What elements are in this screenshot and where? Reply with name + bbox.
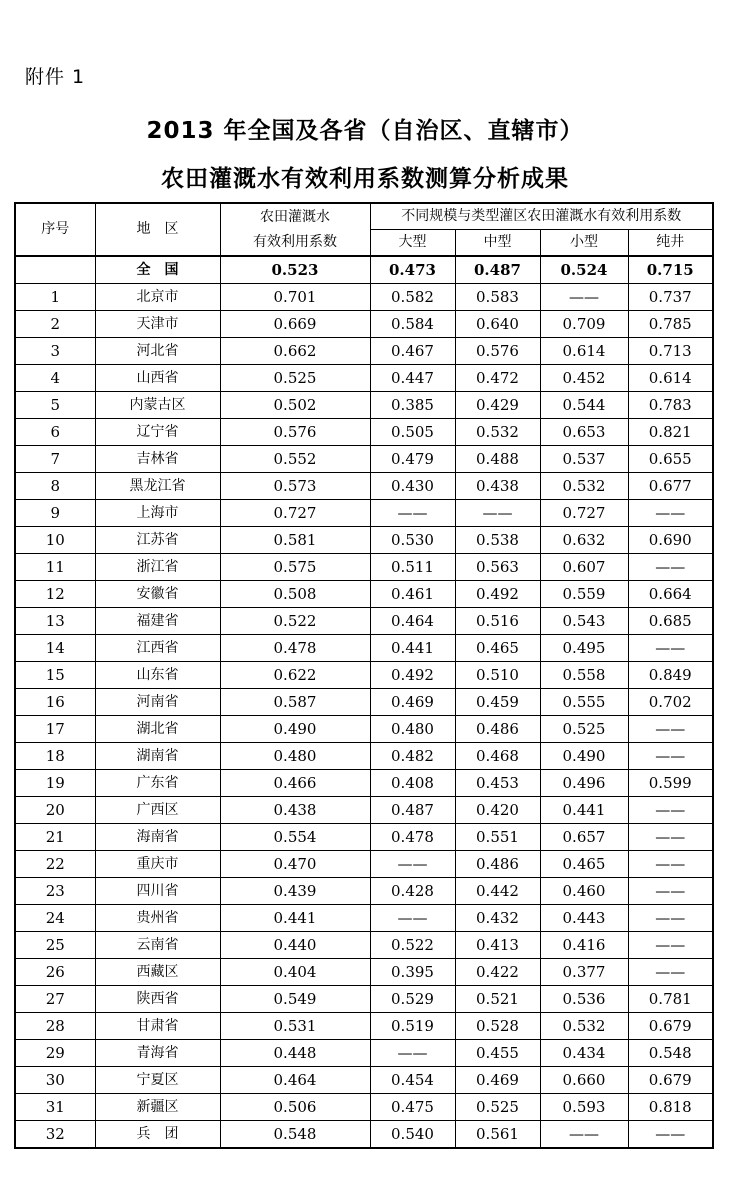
table-row [15,986,713,1013]
cell-well: —— [628,1121,713,1149]
cell-small: 0.377 [540,959,628,986]
cell-well: 0.737 [628,284,713,311]
cell-region: 全 国 [95,256,220,284]
header-small: 小型 [540,230,628,257]
page-title-line1: 2013 年全国及各省（自治区、直辖市） [146,118,584,144]
cell-small: 0.558 [540,662,628,689]
cell-coef: 0.448 [220,1040,370,1067]
cell-medium: 0.486 [455,851,540,878]
cell-region: 河北省 [95,338,220,365]
table-row [15,905,713,932]
cell-medium: 0.486 [455,716,540,743]
cell-seq: 21 [15,824,95,851]
cell-small: 0.452 [540,365,628,392]
cell-medium: 0.640 [455,311,540,338]
table-row [15,554,713,581]
cell-small: 0.525 [540,716,628,743]
cell-seq: 12 [15,581,95,608]
cell-medium: 0.563 [455,554,540,581]
cell-small: —— [540,284,628,311]
cell-small: 0.593 [540,1094,628,1121]
table-row [15,419,713,446]
cell-well: 0.664 [628,581,713,608]
cell-medium: 0.583 [455,284,540,311]
cell-small: —— [540,1121,628,1149]
cell-region: 四川省 [95,878,220,905]
cell-coef: 0.466 [220,770,370,797]
cell-small: 0.443 [540,905,628,932]
cell-medium: 0.492 [455,581,540,608]
cell-region: 上海市 [95,500,220,527]
cell-medium: 0.532 [455,419,540,446]
cell-small: 0.657 [540,824,628,851]
cell-region: 山东省 [95,662,220,689]
cell-seq: 22 [15,851,95,878]
cell-seq: 15 [15,662,95,689]
national-total-row [15,256,713,284]
cell-large: 0.522 [370,932,455,959]
cell-well: —— [628,554,713,581]
cell-coef: 0.464 [220,1067,370,1094]
cell-medium: 0.422 [455,959,540,986]
cell-region: 江西省 [95,635,220,662]
table-row [15,878,713,905]
cell-large: 0.505 [370,419,455,446]
cell-region: 内蒙古区 [95,392,220,419]
cell-medium: 0.521 [455,986,540,1013]
header-coef [220,203,370,256]
cell-large: 0.467 [370,338,455,365]
cell-small: 0.544 [540,392,628,419]
header-coef-line2: 有效利用系数 [253,233,337,250]
cell-coef: 0.490 [220,716,370,743]
cell-well: 0.715 [628,256,713,284]
table-row [15,1121,713,1149]
attachment-label: 附件 1 [25,66,86,88]
cell-small: 0.607 [540,554,628,581]
cell-region: 安徽省 [95,581,220,608]
cell-region: 兵 团 [95,1121,220,1149]
cell-large: 0.475 [370,1094,455,1121]
cell-coef: 0.525 [220,365,370,392]
cell-small: 0.434 [540,1040,628,1067]
cell-region: 河南省 [95,689,220,716]
cell-medium: 0.576 [455,338,540,365]
cell-coef: 0.701 [220,284,370,311]
cell-large: 0.480 [370,716,455,743]
cell-region: 广东省 [95,770,220,797]
cell-small: 0.727 [540,500,628,527]
cell-medium: 0.525 [455,1094,540,1121]
cell-region: 黑龙江省 [95,473,220,500]
table-row [15,581,713,608]
cell-coef: 0.506 [220,1094,370,1121]
cell-medium: 0.468 [455,743,540,770]
table-row [15,662,713,689]
cell-well: —— [628,878,713,905]
table-row [15,959,713,986]
cell-seq: 28 [15,1013,95,1040]
cell-seq: 6 [15,419,95,446]
cell-small: 0.465 [540,851,628,878]
cell-large: 0.478 [370,824,455,851]
cell-medium: 0.442 [455,878,540,905]
cell-seq: 19 [15,770,95,797]
cell-seq: 1 [15,284,95,311]
cell-region: 贵州省 [95,905,220,932]
cell-region: 江苏省 [95,527,220,554]
table-row [15,392,713,419]
cell-well: 0.614 [628,365,713,392]
table-row [15,1067,713,1094]
cell-large: 0.454 [370,1067,455,1094]
cell-seq: 20 [15,797,95,824]
cell-medium: 0.510 [455,662,540,689]
cell-medium: 0.413 [455,932,540,959]
cell-well: —— [628,824,713,851]
cell-region: 吉林省 [95,446,220,473]
cell-coef: 0.470 [220,851,370,878]
cell-seq: 7 [15,446,95,473]
cell-coef: 0.438 [220,797,370,824]
cell-region: 广西区 [95,797,220,824]
cell-seq: 3 [15,338,95,365]
cell-large: 0.385 [370,392,455,419]
cell-small: 0.653 [540,419,628,446]
cell-small: 0.536 [540,986,628,1013]
table-row [15,770,713,797]
cell-seq: 17 [15,716,95,743]
cell-medium: 0.561 [455,1121,540,1149]
cell-well: 0.685 [628,608,713,635]
cell-region: 浙江省 [95,554,220,581]
cell-coef: 0.531 [220,1013,370,1040]
table-row [15,1040,713,1067]
cell-coef: 0.669 [220,311,370,338]
cell-seq: 27 [15,986,95,1013]
cell-large: 0.464 [370,608,455,635]
cell-region: 山西省 [95,365,220,392]
cell-large: 0.479 [370,446,455,473]
cell-seq: 13 [15,608,95,635]
cell-small: 0.532 [540,473,628,500]
cell-region: 青海省 [95,1040,220,1067]
cell-large: 0.529 [370,986,455,1013]
cell-small: 0.460 [540,878,628,905]
cell-region: 福建省 [95,608,220,635]
cell-small: 0.559 [540,581,628,608]
cell-coef: 0.502 [220,392,370,419]
cell-region: 海南省 [95,824,220,851]
cell-medium: 0.538 [455,527,540,554]
header-medium: 中型 [455,230,540,257]
table-row [15,365,713,392]
cell-well: 0.548 [628,1040,713,1067]
cell-large: 0.582 [370,284,455,311]
cell-well: 0.690 [628,527,713,554]
cell-well: —— [628,500,713,527]
cell-well: 0.781 [628,986,713,1013]
table-row [15,608,713,635]
cell-well: 0.818 [628,1094,713,1121]
table-row [15,338,713,365]
cell-well: 0.821 [628,419,713,446]
cell-coef: 0.548 [220,1121,370,1149]
cell-coef: 0.508 [220,581,370,608]
header-seq: 序号 [15,203,95,256]
cell-small: 0.441 [540,797,628,824]
cell-large: 0.482 [370,743,455,770]
cell-medium: 0.453 [455,770,540,797]
cell-large: 0.447 [370,365,455,392]
cell-region: 云南省 [95,932,220,959]
cell-large: 0.584 [370,311,455,338]
cell-coef: 0.478 [220,635,370,662]
table-row [15,824,713,851]
cell-region: 西藏区 [95,959,220,986]
cell-region: 宁夏区 [95,1067,220,1094]
cell-large: —— [370,1040,455,1067]
cell-large: 0.511 [370,554,455,581]
cell-large: —— [370,500,455,527]
cell-seq [15,256,95,284]
cell-region: 陕西省 [95,986,220,1013]
cell-small: 0.495 [540,635,628,662]
cell-coef: 0.575 [220,554,370,581]
table-row [15,797,713,824]
cell-seq: 31 [15,1094,95,1121]
cell-medium: 0.429 [455,392,540,419]
cell-region: 甘肃省 [95,1013,220,1040]
cell-large: 0.469 [370,689,455,716]
cell-large: 0.428 [370,878,455,905]
cell-well: 0.783 [628,392,713,419]
cell-well: —— [628,851,713,878]
cell-coef: 0.441 [220,905,370,932]
cell-small: 0.660 [540,1067,628,1094]
cell-seq: 9 [15,500,95,527]
irrigation-coefficient-table [14,202,714,1149]
cell-well: —— [628,635,713,662]
cell-coef: 0.573 [220,473,370,500]
cell-medium: 0.488 [455,446,540,473]
cell-region: 湖南省 [95,743,220,770]
header-coef-line1: 农田灌溉水 [260,208,330,225]
cell-coef: 0.576 [220,419,370,446]
cell-well: 0.655 [628,446,713,473]
cell-well: 0.599 [628,770,713,797]
table-row [15,500,713,527]
cell-seq: 2 [15,311,95,338]
cell-well: 0.849 [628,662,713,689]
cell-large: 0.461 [370,581,455,608]
cell-coef: 0.581 [220,527,370,554]
header-well: 纯井 [628,230,713,257]
cell-well: 0.679 [628,1013,713,1040]
cell-large: —— [370,851,455,878]
cell-region: 天津市 [95,311,220,338]
cell-well: 0.785 [628,311,713,338]
cell-coef: 0.523 [220,256,370,284]
cell-large: —— [370,905,455,932]
cell-coef: 0.662 [220,338,370,365]
cell-coef: 0.727 [220,500,370,527]
cell-seq: 32 [15,1121,95,1149]
cell-medium: 0.432 [455,905,540,932]
cell-small: 0.632 [540,527,628,554]
cell-well: —— [628,743,713,770]
cell-medium: 0.487 [455,256,540,284]
cell-well: —— [628,797,713,824]
cell-well: —— [628,905,713,932]
table-row [15,311,713,338]
cell-seq: 14 [15,635,95,662]
cell-seq: 29 [15,1040,95,1067]
cell-large: 0.492 [370,662,455,689]
cell-well: 0.677 [628,473,713,500]
page-title-line2: 农田灌溉水有效利用系数测算分析成果 [161,166,569,192]
cell-small: 0.555 [540,689,628,716]
cell-well: 0.679 [628,1067,713,1094]
cell-well: 0.713 [628,338,713,365]
cell-medium: 0.459 [455,689,540,716]
cell-well: —— [628,932,713,959]
cell-small: 0.614 [540,338,628,365]
table-row [15,716,713,743]
cell-large: 0.519 [370,1013,455,1040]
cell-large: 0.487 [370,797,455,824]
table-row [15,1094,713,1121]
cell-seq: 11 [15,554,95,581]
cell-medium: 0.516 [455,608,540,635]
cell-large: 0.540 [370,1121,455,1149]
cell-large: 0.408 [370,770,455,797]
cell-large: 0.530 [370,527,455,554]
cell-small: 0.532 [540,1013,628,1040]
cell-coef: 0.404 [220,959,370,986]
cell-seq: 18 [15,743,95,770]
cell-medium: 0.551 [455,824,540,851]
table-row [15,689,713,716]
cell-small: 0.537 [540,446,628,473]
header-region: 地 区 [95,203,220,256]
table-row [15,635,713,662]
table-row [15,932,713,959]
cell-seq: 8 [15,473,95,500]
cell-medium: 0.420 [455,797,540,824]
cell-coef: 0.549 [220,986,370,1013]
header-group: 不同规模与类型灌区农田灌溉水有效利用系数 [370,203,713,230]
cell-medium: 0.472 [455,365,540,392]
cell-small: 0.496 [540,770,628,797]
cell-region: 辽宁省 [95,419,220,446]
table-body [15,203,713,1148]
cell-seq: 24 [15,905,95,932]
cell-seq: 16 [15,689,95,716]
cell-coef: 0.622 [220,662,370,689]
table-row [15,473,713,500]
cell-small: 0.709 [540,311,628,338]
cell-well: 0.702 [628,689,713,716]
table-row [15,743,713,770]
header-large: 大型 [370,230,455,257]
cell-coef: 0.439 [220,878,370,905]
cell-seq: 10 [15,527,95,554]
cell-medium: —— [455,500,540,527]
cell-small: 0.416 [540,932,628,959]
cell-small: 0.524 [540,256,628,284]
table-row [15,446,713,473]
cell-medium: 0.438 [455,473,540,500]
cell-medium: 0.528 [455,1013,540,1040]
cell-medium: 0.455 [455,1040,540,1067]
cell-large: 0.430 [370,473,455,500]
cell-coef: 0.440 [220,932,370,959]
cell-coef: 0.587 [220,689,370,716]
cell-coef: 0.522 [220,608,370,635]
cell-region: 北京市 [95,284,220,311]
cell-well: —— [628,959,713,986]
cell-seq: 4 [15,365,95,392]
table-row [15,284,713,311]
cell-well: —— [628,716,713,743]
cell-small: 0.543 [540,608,628,635]
table-row [15,851,713,878]
header-row-1 [15,203,713,230]
cell-seq: 5 [15,392,95,419]
cell-seq: 30 [15,1067,95,1094]
cell-coef: 0.480 [220,743,370,770]
cell-coef: 0.554 [220,824,370,851]
cell-region: 新疆区 [95,1094,220,1121]
cell-small: 0.490 [540,743,628,770]
cell-large: 0.395 [370,959,455,986]
cell-seq: 26 [15,959,95,986]
cell-seq: 23 [15,878,95,905]
cell-region: 重庆市 [95,851,220,878]
table-row [15,527,713,554]
table-row [15,1013,713,1040]
cell-seq: 25 [15,932,95,959]
cell-medium: 0.469 [455,1067,540,1094]
cell-region: 湖北省 [95,716,220,743]
cell-large: 0.473 [370,256,455,284]
cell-coef: 0.552 [220,446,370,473]
cell-medium: 0.465 [455,635,540,662]
cell-large: 0.441 [370,635,455,662]
